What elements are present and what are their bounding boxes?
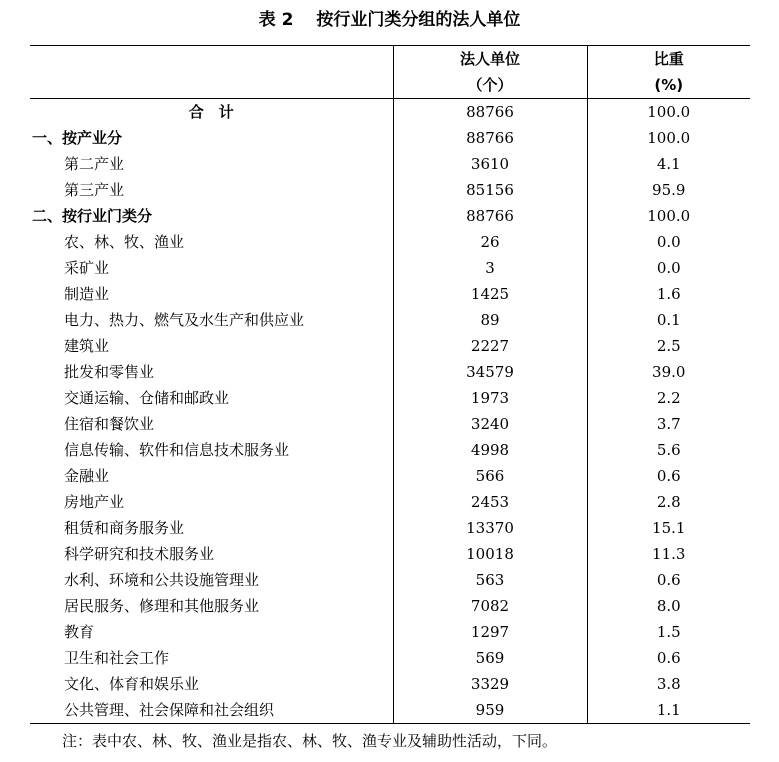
row-name-cell: 房地产业 xyxy=(30,489,393,515)
row-share-cell: 1.5 xyxy=(656,623,681,641)
table-row xyxy=(30,645,750,671)
row-name-cell: 卫生和社会工作 xyxy=(30,645,393,671)
header-share-unit: (%) xyxy=(654,76,684,94)
table-row xyxy=(30,489,750,515)
row-count-cell: 3 xyxy=(393,255,587,281)
row-count-cell: 10018 xyxy=(393,541,587,567)
row-count-cell: 563 xyxy=(393,567,587,593)
row-share-cell: 0.1 xyxy=(656,311,681,329)
row-count-cell: 3329 xyxy=(393,671,587,697)
table-footnote: 注：表中农、林、牧、渔业是指农、林、牧、渔专业及辅助性活动，下同。 xyxy=(62,732,558,750)
table-row xyxy=(30,151,750,177)
row-share-cell: 0.0 xyxy=(656,233,681,251)
header-count-label: 法人单位 xyxy=(459,50,520,68)
row-count-cell: 4998 xyxy=(393,437,587,463)
section-row xyxy=(30,125,750,151)
row-count-cell: 959 xyxy=(393,697,587,724)
row-name-cell: 交通运输、仓储和邮政业 xyxy=(30,385,393,411)
header-count xyxy=(393,46,587,99)
row-share-cell: 39.0 xyxy=(652,363,686,381)
row-count-cell: 34579 xyxy=(393,359,587,385)
row-count-cell: 569 xyxy=(393,645,587,671)
row-share-cell: 95.9 xyxy=(652,181,686,199)
section-row xyxy=(30,203,750,229)
row-share-cell: 3.7 xyxy=(656,415,681,433)
row-name-cell: 公共管理、社会保障和社会组织 xyxy=(30,697,393,724)
header-share xyxy=(587,46,750,99)
row-name-cell: 建筑业 xyxy=(30,333,393,359)
row-name-cell: 租赁和商务服务业 xyxy=(30,515,393,541)
row-name-cell: 第二产业 xyxy=(30,151,393,177)
row-count-cell: 3240 xyxy=(393,411,587,437)
row-share-cell: 0.6 xyxy=(656,649,681,667)
row-share-cell: 1.1 xyxy=(587,697,750,724)
table-row xyxy=(30,281,750,307)
table-row xyxy=(30,385,750,411)
table-row xyxy=(30,697,750,724)
row-share-cell: 0.0 xyxy=(656,259,681,277)
row-share-cell: 11.3 xyxy=(652,545,686,563)
header-share-label: 比重 xyxy=(653,50,684,68)
row-share-cell: 0.6 xyxy=(656,571,681,589)
row-count-cell: 1973 xyxy=(393,385,587,411)
table-row xyxy=(30,255,750,281)
row-share-cell: 2.8 xyxy=(656,493,681,511)
table-row xyxy=(30,671,750,697)
row-share-cell: 2.2 xyxy=(656,389,681,407)
table-row xyxy=(30,463,750,489)
row-count-cell: 88766 xyxy=(393,203,587,229)
row-count-cell: 566 xyxy=(393,463,587,489)
row-share-cell: 100.0 xyxy=(647,129,691,147)
row-count-cell: 1425 xyxy=(393,281,587,307)
table-row xyxy=(30,177,750,203)
table-row xyxy=(30,411,750,437)
row-count-cell: 89 xyxy=(393,307,587,333)
row-share-cell: 1.6 xyxy=(656,285,681,303)
row-count-cell: 3610 xyxy=(393,151,587,177)
table-row xyxy=(30,359,750,385)
row-name-cell: 信息传输、软件和信息技术服务业 xyxy=(30,437,393,463)
table-row xyxy=(30,541,750,567)
row-name-cell: 科学研究和技术服务业 xyxy=(30,541,393,567)
row-count-cell: 13370 xyxy=(393,515,587,541)
row-count-cell: 2453 xyxy=(393,489,587,515)
row-count-cell: 26 xyxy=(393,229,587,255)
row-count-cell: 7082 xyxy=(393,593,587,619)
row-count-cell: 1297 xyxy=(393,619,587,645)
row-share-cell: 3.8 xyxy=(656,675,681,693)
row-name-cell: 二、按行业门类分 xyxy=(30,203,393,229)
row-name-cell: 居民服务、修理和其他服务业 xyxy=(30,593,393,619)
total-row xyxy=(30,99,750,126)
row-share-cell: 4.1 xyxy=(656,155,681,173)
row-name-cell: 批发和零售业 xyxy=(30,359,393,385)
table-title: 表 2 按行业门类分组的法人单位 xyxy=(258,10,521,30)
legal-entities-table xyxy=(30,45,750,724)
header-blank-cell xyxy=(30,46,393,99)
row-name-cell: 电力、热力、燃气及水生产和供应业 xyxy=(30,307,393,333)
row-name-cell: 文化、体育和娱乐业 xyxy=(30,671,393,697)
table-row xyxy=(30,593,750,619)
row-share-cell: 2.5 xyxy=(656,337,681,355)
row-share-cell: 5.6 xyxy=(656,441,681,459)
row-name-cell: 教育 xyxy=(30,619,393,645)
row-name-cell: 采矿业 xyxy=(30,255,393,281)
table-row xyxy=(30,229,750,255)
row-name-cell: 水利、环境和公共设施管理业 xyxy=(30,567,393,593)
row-count-cell: 88766 xyxy=(393,99,587,126)
row-share-cell: 100.0 xyxy=(647,207,691,225)
row-share-cell: 0.6 xyxy=(656,467,681,485)
row-name-cell: 金融业 xyxy=(30,463,393,489)
row-name-cell: 一、按产业分 xyxy=(30,125,393,151)
row-count-cell: 2227 xyxy=(393,333,587,359)
table-row xyxy=(30,619,750,645)
table-header-row xyxy=(30,46,750,99)
row-share-cell: 100.0 xyxy=(647,103,691,121)
row-count-cell: 88766 xyxy=(393,125,587,151)
row-share-cell: 15.1 xyxy=(652,519,686,537)
row-share-cell: 8.0 xyxy=(656,597,681,615)
table-row xyxy=(30,515,750,541)
row-name-cell: 合 计 xyxy=(30,99,393,126)
table-row xyxy=(30,567,750,593)
row-name-cell: 农、林、牧、渔业 xyxy=(30,229,393,255)
row-name-cell: 制造业 xyxy=(30,281,393,307)
table-row xyxy=(30,437,750,463)
row-name-cell: 第三产业 xyxy=(30,177,393,203)
header-count-unit: （个） xyxy=(467,76,513,94)
row-name-cell: 住宿和餐饮业 xyxy=(30,411,393,437)
table-row xyxy=(30,307,750,333)
table-row xyxy=(30,333,750,359)
row-count-cell: 85156 xyxy=(393,177,587,203)
table-body xyxy=(30,99,750,724)
